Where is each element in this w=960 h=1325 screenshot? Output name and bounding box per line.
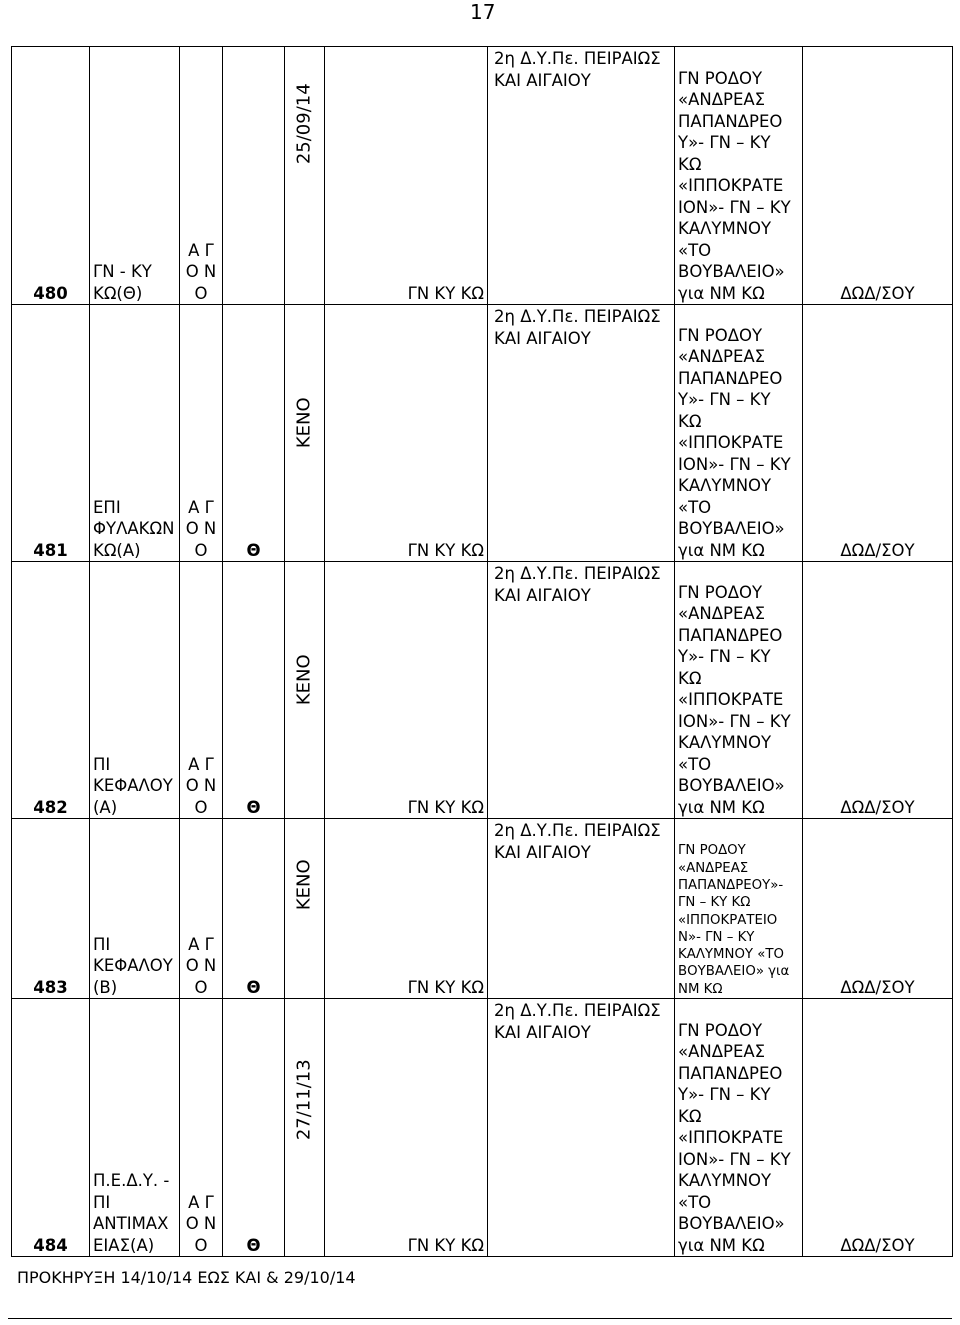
position-status: Α Γ Ο Ν Ο: [180, 47, 223, 305]
health-region-text: 2η Δ.Υ.Πε. ΠΕΙΡΑΙΩΣ ΚΑΙ ΑΙΓΑΙΟΥ: [494, 821, 661, 862]
vertical-note-text: 27/11/13: [293, 1058, 315, 1140]
health-region-text: 2η Δ.Υ.Πε. ΠΕΙΡΑΙΩΣ ΚΑΙ ΑΙΓΑΙΟΥ: [494, 564, 661, 605]
footer-note: ΠΡΟΚΗΡΥΞΗ 14/10/14 ΕΩΣ ΚΑΙ & 29/10/14: [17, 1268, 356, 1287]
theta-mark: Θ: [223, 819, 285, 999]
reference-hospitals: ΓΝ ΡΟΔΟΥ «ΑΝΔΡΕΑΣ ΠΑΠΑΝΔΡΕΟ Υ»- ΓΝ – ΚΥ ΚΩ «ΙΠΠΟΚΡΑΤΕ ΙΟΝ»- ΓΝ – ΚΥ ΚΑΛΥΜΝΟΥ «ΤΟ ΒΟΥΒΑΛΕΙΟ» για ΝΜ ΚΩ: [675, 47, 803, 305]
position-status: Α Γ Ο Ν Ο: [180, 305, 223, 562]
vertical-note-text: ΚΕΝΟ: [293, 858, 315, 910]
vertical-note: [285, 47, 325, 305]
health-region-text: 2η Δ.Υ.Πε. ΠΕΙΡΑΙΩΣ ΚΑΙ ΑΙΓΑΙΟΥ: [494, 307, 661, 348]
table-row: [12, 47, 953, 305]
specialty: ΔΩΔ/ΣΟΥ: [803, 47, 953, 305]
row-number: 483: [12, 819, 90, 999]
vertical-note: [285, 819, 325, 999]
vertical-note-text: 25/09/14: [293, 82, 315, 164]
specialty: ΔΩΔ/ΣΟΥ: [803, 819, 953, 999]
unit-type: ΓΝ ΚΥ ΚΩ: [325, 305, 488, 562]
table-row: [12, 562, 953, 819]
position-status: Α Γ Ο Ν Ο: [180, 999, 223, 1257]
theta-mark: Θ: [223, 999, 285, 1257]
bottom-divider: [8, 1318, 952, 1319]
position-location: ΓΝ - ΚΥ ΚΩ(Θ): [90, 47, 180, 305]
unit-type: ΓΝ ΚΥ ΚΩ: [325, 819, 488, 999]
health-region: [488, 999, 675, 1257]
position-location: Π.Ε.Δ.Υ. - ΠΙ ΑΝΤΙΜΑΧ ΕΙΑΣ(Α): [90, 999, 180, 1257]
positions-table: [11, 46, 953, 1257]
position-location: ΠΙ ΚΕΦΑΛΟΥ (Β): [90, 819, 180, 999]
health-region-text: 2η Δ.Υ.Πε. ΠΕΙΡΑΙΩΣ ΚΑΙ ΑΙΓΑΙΟΥ: [494, 49, 661, 90]
position-status: Α Γ Ο Ν Ο: [180, 819, 223, 999]
vertical-note: [285, 999, 325, 1257]
health-region: [488, 819, 675, 999]
table-row: [12, 819, 953, 999]
reference-hospitals: ΓΝ ΡΟΔΟΥ «ΑΝΔΡΕΑΣ ΠΑΠΑΝΔΡΕΟ Υ»- ΓΝ – ΚΥ ΚΩ «ΙΠΠΟΚΡΑΤΕ ΙΟΝ»- ΓΝ – ΚΥ ΚΑΛΥΜΝΟΥ «ΤΟ ΒΟΥΒΑΛΕΙΟ» για ΝΜ ΚΩ: [675, 305, 803, 562]
reference-hospitals: ΓΝ ΡΟΔΟΥ «ΑΝΔΡΕΑΣ ΠΑΠΑΝΔΡΕΟ Υ»- ΓΝ – ΚΥ ΚΩ «ΙΠΠΟΚΡΑΤΕ ΙΟΝ»- ΓΝ – ΚΥ ΚΑΛΥΜΝΟΥ «ΤΟ ΒΟΥΒΑΛΕΙΟ» για ΝΜ ΚΩ: [675, 562, 803, 819]
row-number: 480: [12, 47, 90, 305]
reference-hospitals: ΓΝ ΡΟΔΟΥ «ΑΝΔΡΕΑΣ ΠΑΠΑΝΔΡΕΟ Υ»- ΓΝ – ΚΥ ΚΩ «ΙΠΠΟΚΡΑΤΕ ΙΟΝ»- ΓΝ – ΚΥ ΚΑΛΥΜΝΟΥ «ΤΟ ΒΟΥΒΑΛΕΙΟ» για ΝΜ ΚΩ: [675, 999, 803, 1257]
row-number: 482: [12, 562, 90, 819]
specialty: ΔΩΔ/ΣΟΥ: [803, 999, 953, 1257]
health-region: [488, 305, 675, 562]
vertical-note-text: ΚΕΝΟ: [293, 653, 315, 705]
position-location: ΠΙ ΚΕΦΑΛΟΥ (Α): [90, 562, 180, 819]
specialty: ΔΩΔ/ΣΟΥ: [803, 305, 953, 562]
theta-mark: [223, 47, 285, 305]
position-status: Α Γ Ο Ν Ο: [180, 562, 223, 819]
unit-type: ΓΝ ΚΥ ΚΩ: [325, 47, 488, 305]
specialty: ΔΩΔ/ΣΟΥ: [803, 562, 953, 819]
unit-type: ΓΝ ΚΥ ΚΩ: [325, 562, 488, 819]
health-region: [488, 47, 675, 305]
vertical-note-text: ΚΕΝΟ: [293, 396, 315, 448]
table-row: [12, 305, 953, 562]
theta-mark: Θ: [223, 562, 285, 819]
row-number: 484: [12, 999, 90, 1257]
position-location: ΕΠΙ ΦΥΛΑΚΩΝ ΚΩ(Α): [90, 305, 180, 562]
health-region: [488, 562, 675, 819]
page-number: 17: [470, 0, 496, 24]
row-number: 481: [12, 305, 90, 562]
health-region-text: 2η Δ.Υ.Πε. ΠΕΙΡΑΙΩΣ ΚΑΙ ΑΙΓΑΙΟΥ: [494, 1001, 661, 1042]
reference-hospitals: ΓΝ ΡΟΔΟΥ «ΑΝΔΡΕΑΣ ΠΑΠΑΝΔΡΕΟΥ»- ΓΝ – ΚΥ ΚΩ «ΙΠΠΟΚΡΑΤΕΙΟ Ν»- ΓΝ – ΚΥ ΚΑΛΥΜΝΟΥ «ΤΟ ΒΟΥΒΑΛΕΙΟ» για ΝΜ ΚΩ: [675, 819, 803, 999]
unit-type: ΓΝ ΚΥ ΚΩ: [325, 999, 488, 1257]
theta-mark: Θ: [223, 305, 285, 562]
vertical-note: [285, 562, 325, 819]
vertical-note: [285, 305, 325, 562]
table-row: [12, 999, 953, 1257]
